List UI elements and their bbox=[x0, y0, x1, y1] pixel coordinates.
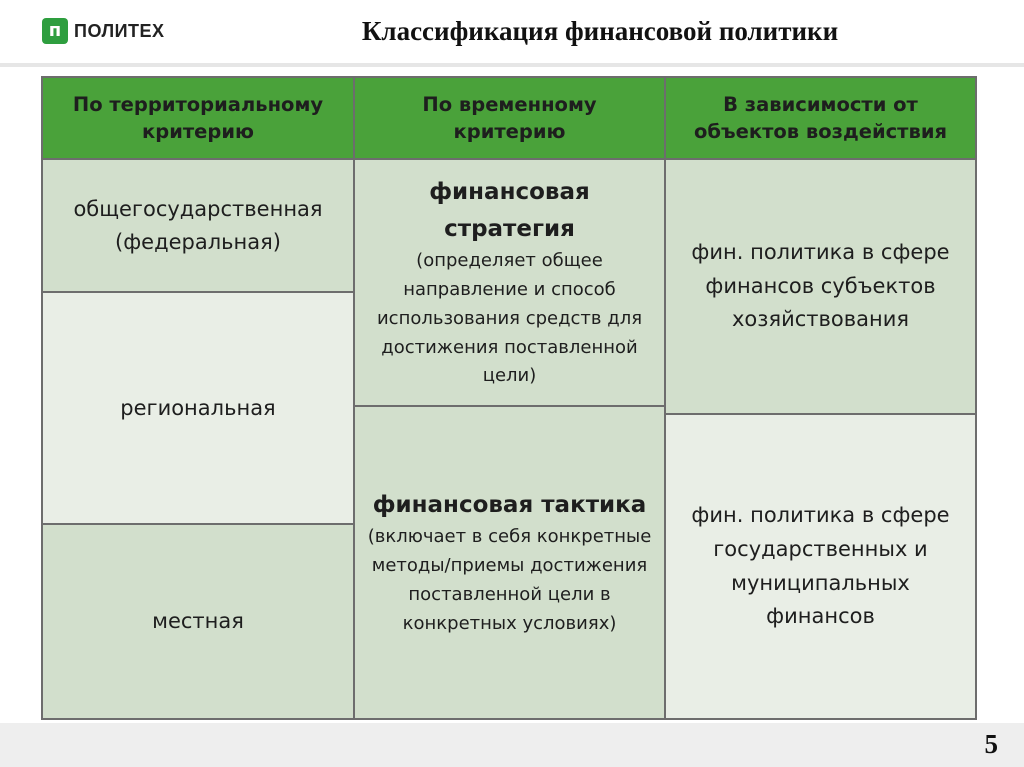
page-title: Классификация финансовой политики bbox=[361, 16, 839, 46]
logo-mark-icon: п bbox=[42, 18, 68, 44]
temporal-strategy-cell bbox=[354, 159, 665, 406]
objects-business-finance-cell: фин. политика в сфере финансов субъектов хозяйствования bbox=[665, 159, 976, 414]
column-header-territorial: По территориальному критерию bbox=[42, 77, 354, 159]
territorial-local-cell: местная bbox=[42, 524, 354, 719]
column-header-objects: В зависимости от объектов воздействия bbox=[665, 77, 976, 159]
classification-table bbox=[41, 76, 977, 720]
footer-bar bbox=[0, 723, 1024, 767]
temporal-tactics-cell bbox=[354, 406, 665, 719]
logo-text: ПОЛИТЕХ bbox=[74, 20, 165, 41]
column-header-temporal: По временному критерию bbox=[354, 77, 665, 159]
territorial-regional-cell: региональная bbox=[42, 292, 354, 524]
tactics-description: (включает в себя конкретные методы/приемы достижения поставленной цели в конкретных условиях) bbox=[367, 526, 652, 634]
strategy-description: (определяет общее направление и способ использования средств для достижения поставленной цели) bbox=[376, 250, 643, 387]
objects-public-finance-cell: фин. политика в сфере государственных и муниципальных финансов bbox=[665, 414, 976, 719]
strategy-term: финансовая стратегия bbox=[429, 178, 590, 242]
page-number: 5 bbox=[984, 729, 998, 759]
header-divider bbox=[0, 63, 1024, 67]
table-header-row bbox=[42, 77, 976, 159]
territorial-federal-cell: общегосударственная (федеральная) bbox=[42, 159, 354, 292]
politeh-logo bbox=[42, 17, 165, 45]
tactics-term: финансовая тактика bbox=[372, 491, 647, 518]
